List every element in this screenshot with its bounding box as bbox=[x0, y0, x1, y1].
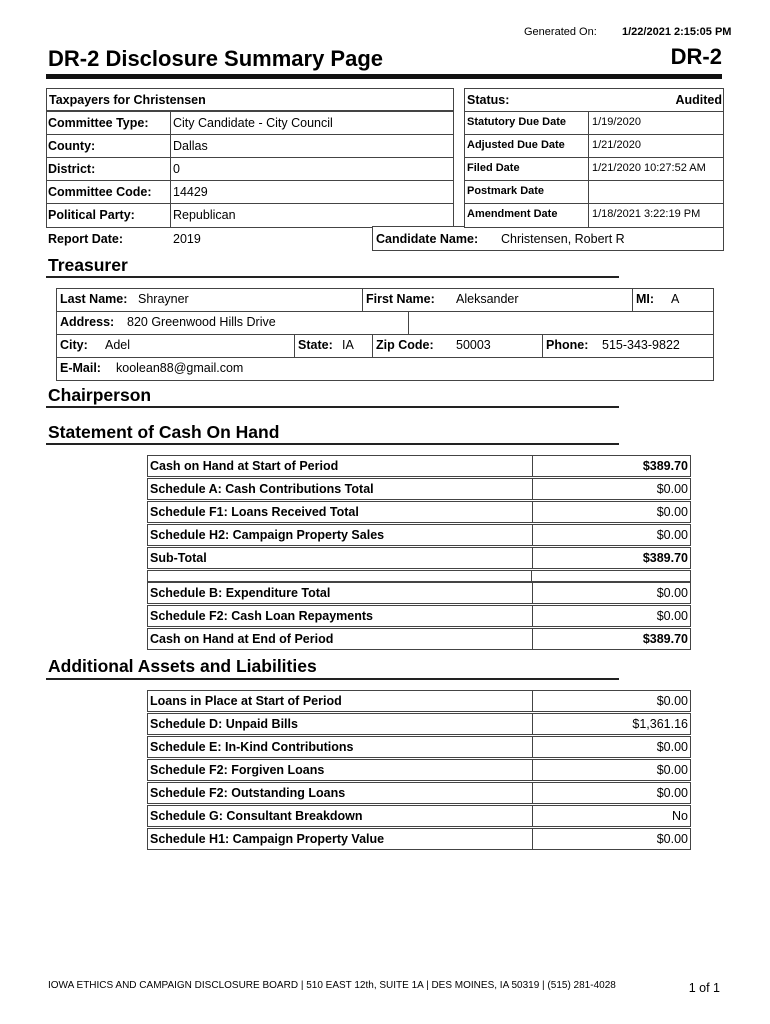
footer-address: IOWA ETHICS AND CAMPAIGN DISCLOSURE BOARD | 510 EAST 12th, SUITE 1A | DES MOINES, IA 50319 | (515) 281-4028 bbox=[48, 980, 616, 991]
generated-value: 1/22/2021 2:15:05 PM bbox=[622, 26, 732, 38]
treasurer-zip-label: Zip Code: bbox=[376, 338, 434, 352]
treasurer-last-label: Last Name: bbox=[60, 292, 128, 306]
page-number: 1 of 1 bbox=[688, 981, 720, 995]
treasurer-city-value: Adel bbox=[105, 338, 131, 352]
assets-row-label: Schedule F2: Outstanding Loans bbox=[150, 786, 346, 800]
committee-type-value: City Candidate - City Council bbox=[173, 116, 333, 130]
adjusted-due-value: 1/21/2020 bbox=[592, 139, 641, 151]
treasurer-first-value: Aleksander bbox=[456, 292, 519, 306]
assets-row-outstanding bbox=[147, 782, 691, 804]
cash-row-subtotal bbox=[147, 547, 691, 569]
assets-row-value: $0.00 bbox=[656, 740, 688, 754]
form-code: DR-2 bbox=[670, 44, 722, 69]
candidate-name-cell bbox=[372, 226, 724, 251]
status-label: Status: bbox=[467, 93, 510, 107]
title-rule bbox=[46, 74, 722, 79]
cash-row-value: $0.00 bbox=[656, 528, 688, 542]
assets-row-label: Loans in Place at Start of Period bbox=[150, 694, 342, 708]
treasurer-last-value: Shrayner bbox=[138, 292, 189, 306]
assets-row-label: Schedule G: Consultant Breakdown bbox=[150, 809, 363, 823]
committee-name-cell bbox=[46, 88, 454, 111]
county-value: Dallas bbox=[173, 139, 208, 153]
treasurer-state-label: State: bbox=[298, 338, 333, 352]
cash-row-schedule-f1 bbox=[147, 501, 691, 523]
assets-row-schedule-h1 bbox=[147, 828, 691, 850]
cash-row-value: $0.00 bbox=[656, 609, 688, 623]
assets-row-schedule-d bbox=[147, 713, 691, 735]
assets-row-value: $0.00 bbox=[656, 786, 688, 800]
chairperson-heading: Chairperson bbox=[48, 385, 152, 405]
cash-row-start bbox=[147, 455, 691, 477]
cash-row-label: Cash on Hand at End of Period bbox=[150, 632, 334, 646]
treasurer-first-label: First Name: bbox=[366, 292, 435, 306]
cash-row-label: Schedule F1: Loans Received Total bbox=[150, 505, 359, 519]
candidate-name-value: Christensen, Robert R bbox=[501, 232, 625, 246]
assets-row-value: $0.00 bbox=[656, 763, 688, 777]
political-party-value: Republican bbox=[173, 208, 236, 222]
cash-row-value: $0.00 bbox=[656, 505, 688, 519]
political-party-label: Political Party: bbox=[48, 208, 135, 222]
page-title: DR-2 Disclosure Summary Page bbox=[48, 46, 384, 71]
committee-name: Taxpayers for Christensen bbox=[49, 93, 206, 107]
assets-row-label: Schedule H1: Campaign Property Value bbox=[150, 832, 385, 846]
filed-date-value: 1/21/2020 10:27:52 AM bbox=[592, 162, 706, 174]
assets-row-value: $0.00 bbox=[656, 832, 688, 846]
assets-row-value: $1,361.16 bbox=[632, 717, 688, 731]
committee-code-label: Committee Code: bbox=[48, 185, 152, 199]
assets-row-label: Schedule E: In-Kind Contributions bbox=[150, 740, 354, 754]
cash-row-label: Cash on Hand at Start of Period bbox=[150, 459, 339, 473]
cash-row-label: Schedule B: Expenditure Total bbox=[150, 586, 331, 600]
cash-row-value: $389.70 bbox=[642, 459, 688, 473]
treasurer-address-label: Address: bbox=[60, 315, 115, 329]
committee-code-value: 14429 bbox=[173, 185, 208, 199]
statutory-due-label: Statutory Due Date bbox=[467, 116, 567, 128]
assets-row-loans bbox=[147, 690, 691, 712]
committee-type-label: Committee Type: bbox=[48, 116, 149, 130]
cash-row-schedule-f2 bbox=[147, 605, 691, 627]
cash-row-label: Schedule A: Cash Contributions Total bbox=[150, 482, 374, 496]
report-date-label: Report Date: bbox=[48, 232, 124, 246]
assets-row-schedule-g bbox=[147, 805, 691, 827]
cash-row-value: $389.70 bbox=[642, 632, 688, 646]
cash-row-schedule-a bbox=[147, 478, 691, 500]
treasurer-zip-value: 50003 bbox=[456, 338, 491, 352]
cash-row-value: $0.00 bbox=[656, 586, 688, 600]
district-value: 0 bbox=[173, 162, 180, 176]
treasurer-heading: Treasurer bbox=[48, 255, 128, 275]
amendment-date-value: 1/18/2021 3:22:19 PM bbox=[592, 208, 701, 220]
treasurer-mi-label: MI: bbox=[636, 292, 655, 306]
adjusted-due-label: Adjusted Due Date bbox=[467, 139, 565, 151]
postmark-date-label: Postmark Date bbox=[467, 185, 545, 197]
cash-row-value: $389.70 bbox=[642, 551, 688, 565]
cash-row-schedule-h2 bbox=[147, 524, 691, 546]
cash-spacer-row bbox=[147, 570, 691, 582]
cash-row-value: $0.00 bbox=[656, 482, 688, 496]
assets-row-label: Schedule F2: Forgiven Loans bbox=[150, 763, 325, 777]
assets-heading: Additional Assets and Liabilities bbox=[48, 656, 317, 676]
assets-row-label: Schedule D: Unpaid Bills bbox=[150, 717, 298, 731]
status-value: Audited bbox=[675, 93, 722, 107]
cash-row-label: Schedule H2: Campaign Property Sales bbox=[150, 528, 385, 542]
treasurer-email-label: E-Mail: bbox=[60, 361, 101, 375]
assets-row-schedule-e bbox=[147, 736, 691, 758]
county-label: County: bbox=[48, 139, 96, 153]
statutory-due-value: 1/19/2020 bbox=[592, 116, 641, 128]
treasurer-state-value: IA bbox=[342, 338, 354, 352]
assets-row-value: No bbox=[672, 809, 688, 823]
cash-row-label: Schedule F2: Cash Loan Repayments bbox=[150, 609, 373, 623]
treasurer-phone-value: 515-343-9822 bbox=[602, 338, 680, 352]
cash-heading: Statement of Cash On Hand bbox=[48, 422, 280, 442]
assets-row-value: $0.00 bbox=[656, 694, 688, 708]
amendment-date-label: Amendment Date bbox=[467, 208, 558, 220]
treasurer-mi-value: A bbox=[671, 292, 680, 306]
cash-row-label: Sub-Total bbox=[150, 551, 207, 565]
filed-date-label: Filed Date bbox=[467, 162, 520, 174]
treasurer-address-value: 820 Greenwood Hills Drive bbox=[127, 315, 276, 329]
status-box bbox=[464, 88, 724, 228]
generated-label: Generated On: bbox=[524, 26, 597, 38]
report-date-value: 2019 bbox=[173, 232, 201, 246]
treasurer-email-value: koolean88@gmail.com bbox=[116, 361, 244, 375]
candidate-name-label: Candidate Name: bbox=[376, 232, 479, 246]
assets-row-forgiven bbox=[147, 759, 691, 781]
district-label: District: bbox=[48, 162, 96, 176]
cash-row-end bbox=[147, 628, 691, 650]
treasurer-phone-label: Phone: bbox=[546, 338, 589, 352]
treasurer-city-label: City: bbox=[60, 338, 88, 352]
cash-row-schedule-b bbox=[147, 582, 691, 604]
